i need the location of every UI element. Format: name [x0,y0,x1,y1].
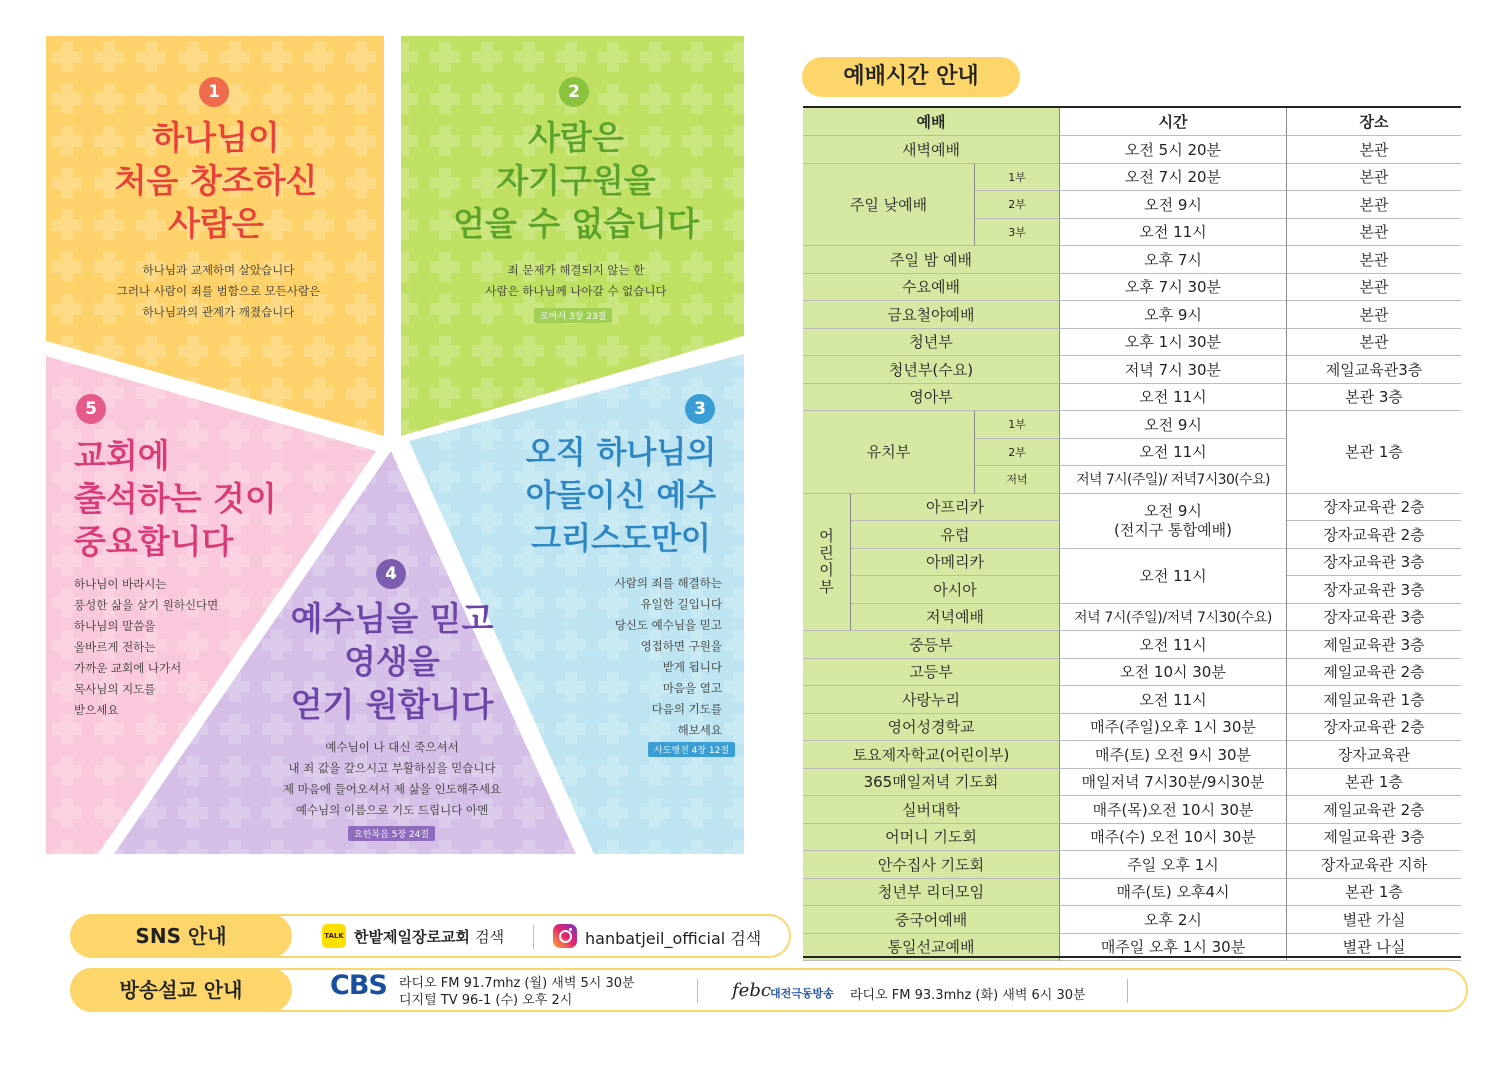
panel-4-verse: 요한복음 5장 24절 [348,826,435,841]
place-17: 제일교육관 3층 [1287,824,1461,852]
time-2: 오후 7시 [1060,246,1287,274]
service-2: 주일 밤 예배 [803,246,1060,274]
place-3: 본관 [1287,274,1461,302]
place-1-2: 본관 [1287,219,1461,247]
service-11: 고등부 [803,659,1060,687]
panel-5-number: 5 [76,394,106,424]
cbs-logo: CBS [330,970,387,1001]
service-8-part-1: 2부 [975,439,1060,467]
panel-4-number: 4 [376,559,406,589]
service-10: 중등부 [803,631,1060,659]
service-8: 유치부 [803,411,975,494]
header-time: 시간 [1060,108,1287,136]
service-18: 안수집사 기도회 [803,851,1060,879]
febc-schedule: 라디오 FM 93.3mhz (화) 새벽 6시 30분 [850,988,1086,1003]
place-1-1: 본관 [1287,191,1461,219]
kids-sub-3: 아시아 [851,576,1060,604]
panel-1-text: 하나님과 교제하며 살았습니다 그러나 사람이 죄를 범함으로 모든사람은 하나님과의 관계가 깨졌습니다 [116,263,321,319]
service-4: 금요철야예배 [803,301,1060,329]
panel-3-title: 오직 하나님의 아들이신 예수 그리스도만이 [525,435,717,557]
kids-place-4: 장자교육관 3층 [1287,604,1461,632]
broadcast-label: 방송설교 안내 [70,968,292,1012]
service-0: 새벽예배 [803,136,1060,164]
sns-label: SNS 안내 [70,914,292,958]
kids-place-2: 장자교육관 3층 [1287,549,1461,577]
place-10: 제일교육관 3층 [1287,631,1461,659]
time-11: 오전 10시 30분 [1060,659,1287,687]
service-14: 토요제자학교(어린이부) [803,741,1060,769]
place-19: 본관 1층 [1287,879,1461,907]
time-15: 매일저녁 7시30분/9시30분 [1060,769,1287,797]
panel-1-title: 하나님이 처음 창조하신 사람은 [114,118,318,243]
kids-sub-0: 아프리카 [851,494,1060,522]
panel-3-verse: 사도행전 4장 12절 [648,742,735,757]
service-8-part-2: 저녁 [975,466,1060,494]
service-12: 사랑누리 [803,686,1060,714]
service-5: 청년부 [803,329,1060,357]
time-10: 오전 11시 [1060,631,1287,659]
service-1: 주일 낮예배 [803,164,975,247]
place-5: 본관 [1287,329,1461,357]
kakao-talk-icon: TALK [322,924,346,948]
panel-1-number: 1 [199,77,229,107]
febc-logo: febc [732,980,771,1001]
kids-sub-1: 유럽 [851,521,1060,549]
place-12: 제일교육관 1층 [1287,686,1461,714]
place-7: 본관 3층 [1287,384,1461,412]
place-13: 장자교육관 2층 [1287,714,1461,742]
kids-place-3: 장자교육관 3층 [1287,576,1461,604]
schedule-table [803,106,1461,958]
header-place: 장소 [1287,108,1461,136]
kids-sub-2: 아메리카 [851,549,1060,577]
panel-5-text: 하나님이 바라시는 풍성한 삶을 살기 원하신다면 하나님의 말씀을 올바르게 전하는 가까운 교회에 나가서 목사님의 지도를 받으세요 [74,577,219,717]
kids-time-1 [1060,494,1287,549]
schedule-title: 예배시간 안내 [802,57,1020,97]
place-8: 본관 1층 [1287,411,1461,494]
kids-place-1: 장자교육관 2층 [1287,521,1461,549]
place-16: 제일교육관 2층 [1287,796,1461,824]
panel-2-text: 죄 문제가 해결되지 않는 한 사람은 하나님께 나아갈 수 없습니다 [485,263,667,298]
place-11: 제일교육관 2층 [1287,659,1461,687]
time-3: 오후 7시 30분 [1060,274,1287,302]
place-6: 제일교육관3층 [1287,356,1461,384]
header-service: 예배 [803,108,1060,136]
place-0: 본관 [1287,136,1461,164]
service-15: 365매일저녁 기도회 [803,769,1060,797]
kids-time-1-note: (전지구 통합예배) [1114,520,1232,539]
panel-2-title: 사람은 자기구원을 얻을 수 없습니다 [452,118,700,243]
time-1-0: 오전 7시 20분 [1060,164,1287,192]
service-3: 수요예배 [803,274,1060,302]
time-21: 매주일 오후 1시 30분 [1060,934,1287,962]
time-0: 오전 5시 20분 [1060,136,1287,164]
time-18: 주일 오후 1시 [1060,851,1287,879]
time-19: 매주(토) 오후4시 [1060,879,1287,907]
panel-4-title: 예수님을 믿고 영생을 얻기 원합니다 [290,599,494,724]
service-16: 실버대학 [803,796,1060,824]
place-1-0: 본관 [1287,164,1461,192]
kakao-channel-name[interactable]: 한밭제일장로교회 검색 [354,928,505,946]
place-4: 본관 [1287,301,1461,329]
place-21: 별관 나실 [1287,934,1461,962]
panel-3-number: 3 [685,394,715,424]
time-16: 매주(목)오전 10시 30분 [1060,796,1287,824]
kids-time-2: 오전 11시 [1060,549,1287,604]
service-17: 어머니 기도회 [803,824,1060,852]
service-13: 영어성경학교 [803,714,1060,742]
time-1-2: 오전 11시 [1060,219,1287,247]
kids-group-label: 어린이부 [803,494,851,632]
time-5: 오후 1시 30분 [1060,329,1287,357]
time-17: 매주(수) 오전 10시 30분 [1060,824,1287,852]
time-13: 매주(주일)오후 1시 30분 [1060,714,1287,742]
service-1-part-0: 1부 [975,164,1060,192]
service-6: 청년부(수요) [803,356,1060,384]
time-7: 오전 11시 [1060,384,1287,412]
time-8-0: 오전 9시 [1060,411,1287,439]
service-7: 영아부 [803,384,1060,412]
time-1-1: 오전 9시 [1060,191,1287,219]
service-19: 청년부 리더모임 [803,879,1060,907]
time-14: 매주(토) 오전 9시 30분 [1060,741,1287,769]
instagram-icon [553,924,577,948]
cbs-schedule: 라디오 FM 91.7mhz (월) 새벽 5시 30분 디지털 TV 96-1 (수) 오후 2시 [399,976,635,1008]
kids-place-0: 장자교육관 2층 [1287,494,1461,522]
time-8-1: 오전 11시 [1060,439,1287,467]
panel-5-title: 교회에 출석하는 것이 중요합니다 [74,436,277,561]
kids-time-3: 저녁 7시(주일)/저녁 7시30(수요) [1060,604,1287,632]
place-15: 본관 1층 [1287,769,1461,797]
place-18: 장자교육관 지하 [1287,851,1461,879]
febc-name: 대전극동방송 [770,987,834,1000]
panel-4-text: 예수님이 나 대신 죽으셔서 내 죄 값을 갚으시고 부활하심을 믿습니다 제 마음에 들어오셔서 제 삶을 인도해주세요 예수님의 이름으로 기도 드립니다 아멘 [282,740,502,817]
place-20: 별관 가실 [1287,906,1461,934]
panel-2-verse: 로마서 3장 23절 [534,308,612,323]
instagram-account[interactable]: hanbatjeil_official 검색 [585,929,762,948]
service-1-part-2: 3부 [975,219,1060,247]
service-1-part-1: 2부 [975,191,1060,219]
kids-sub-4: 저녁예배 [851,604,1060,632]
time-6: 저녁 7시 30분 [1060,356,1287,384]
gospel-poster [46,36,744,854]
panel-2-number: 2 [559,77,589,107]
time-4: 오후 9시 [1060,301,1287,329]
service-8-part-0: 1부 [975,411,1060,439]
time-12: 오전 11시 [1060,686,1287,714]
time-8-2: 저녁 7시(주일)/ 저녁7시30(수요) [1060,466,1287,494]
service-20: 중국어예배 [803,906,1060,934]
service-21: 통일선교예배 [803,934,1060,962]
place-2: 본관 [1287,246,1461,274]
place-14: 장자교육관 [1287,741,1461,769]
kids-time-1-main: 오전 9시 [1144,501,1202,520]
panel-3-text: 사람의 죄를 해결하는 유일한 길입니다 당신도 예수님을 믿고 영접하면 구원을 받게 됩니다 마음을 열고 다음의 기도를 해보세요 [614,576,722,737]
time-20: 오후 2시 [1060,906,1287,934]
